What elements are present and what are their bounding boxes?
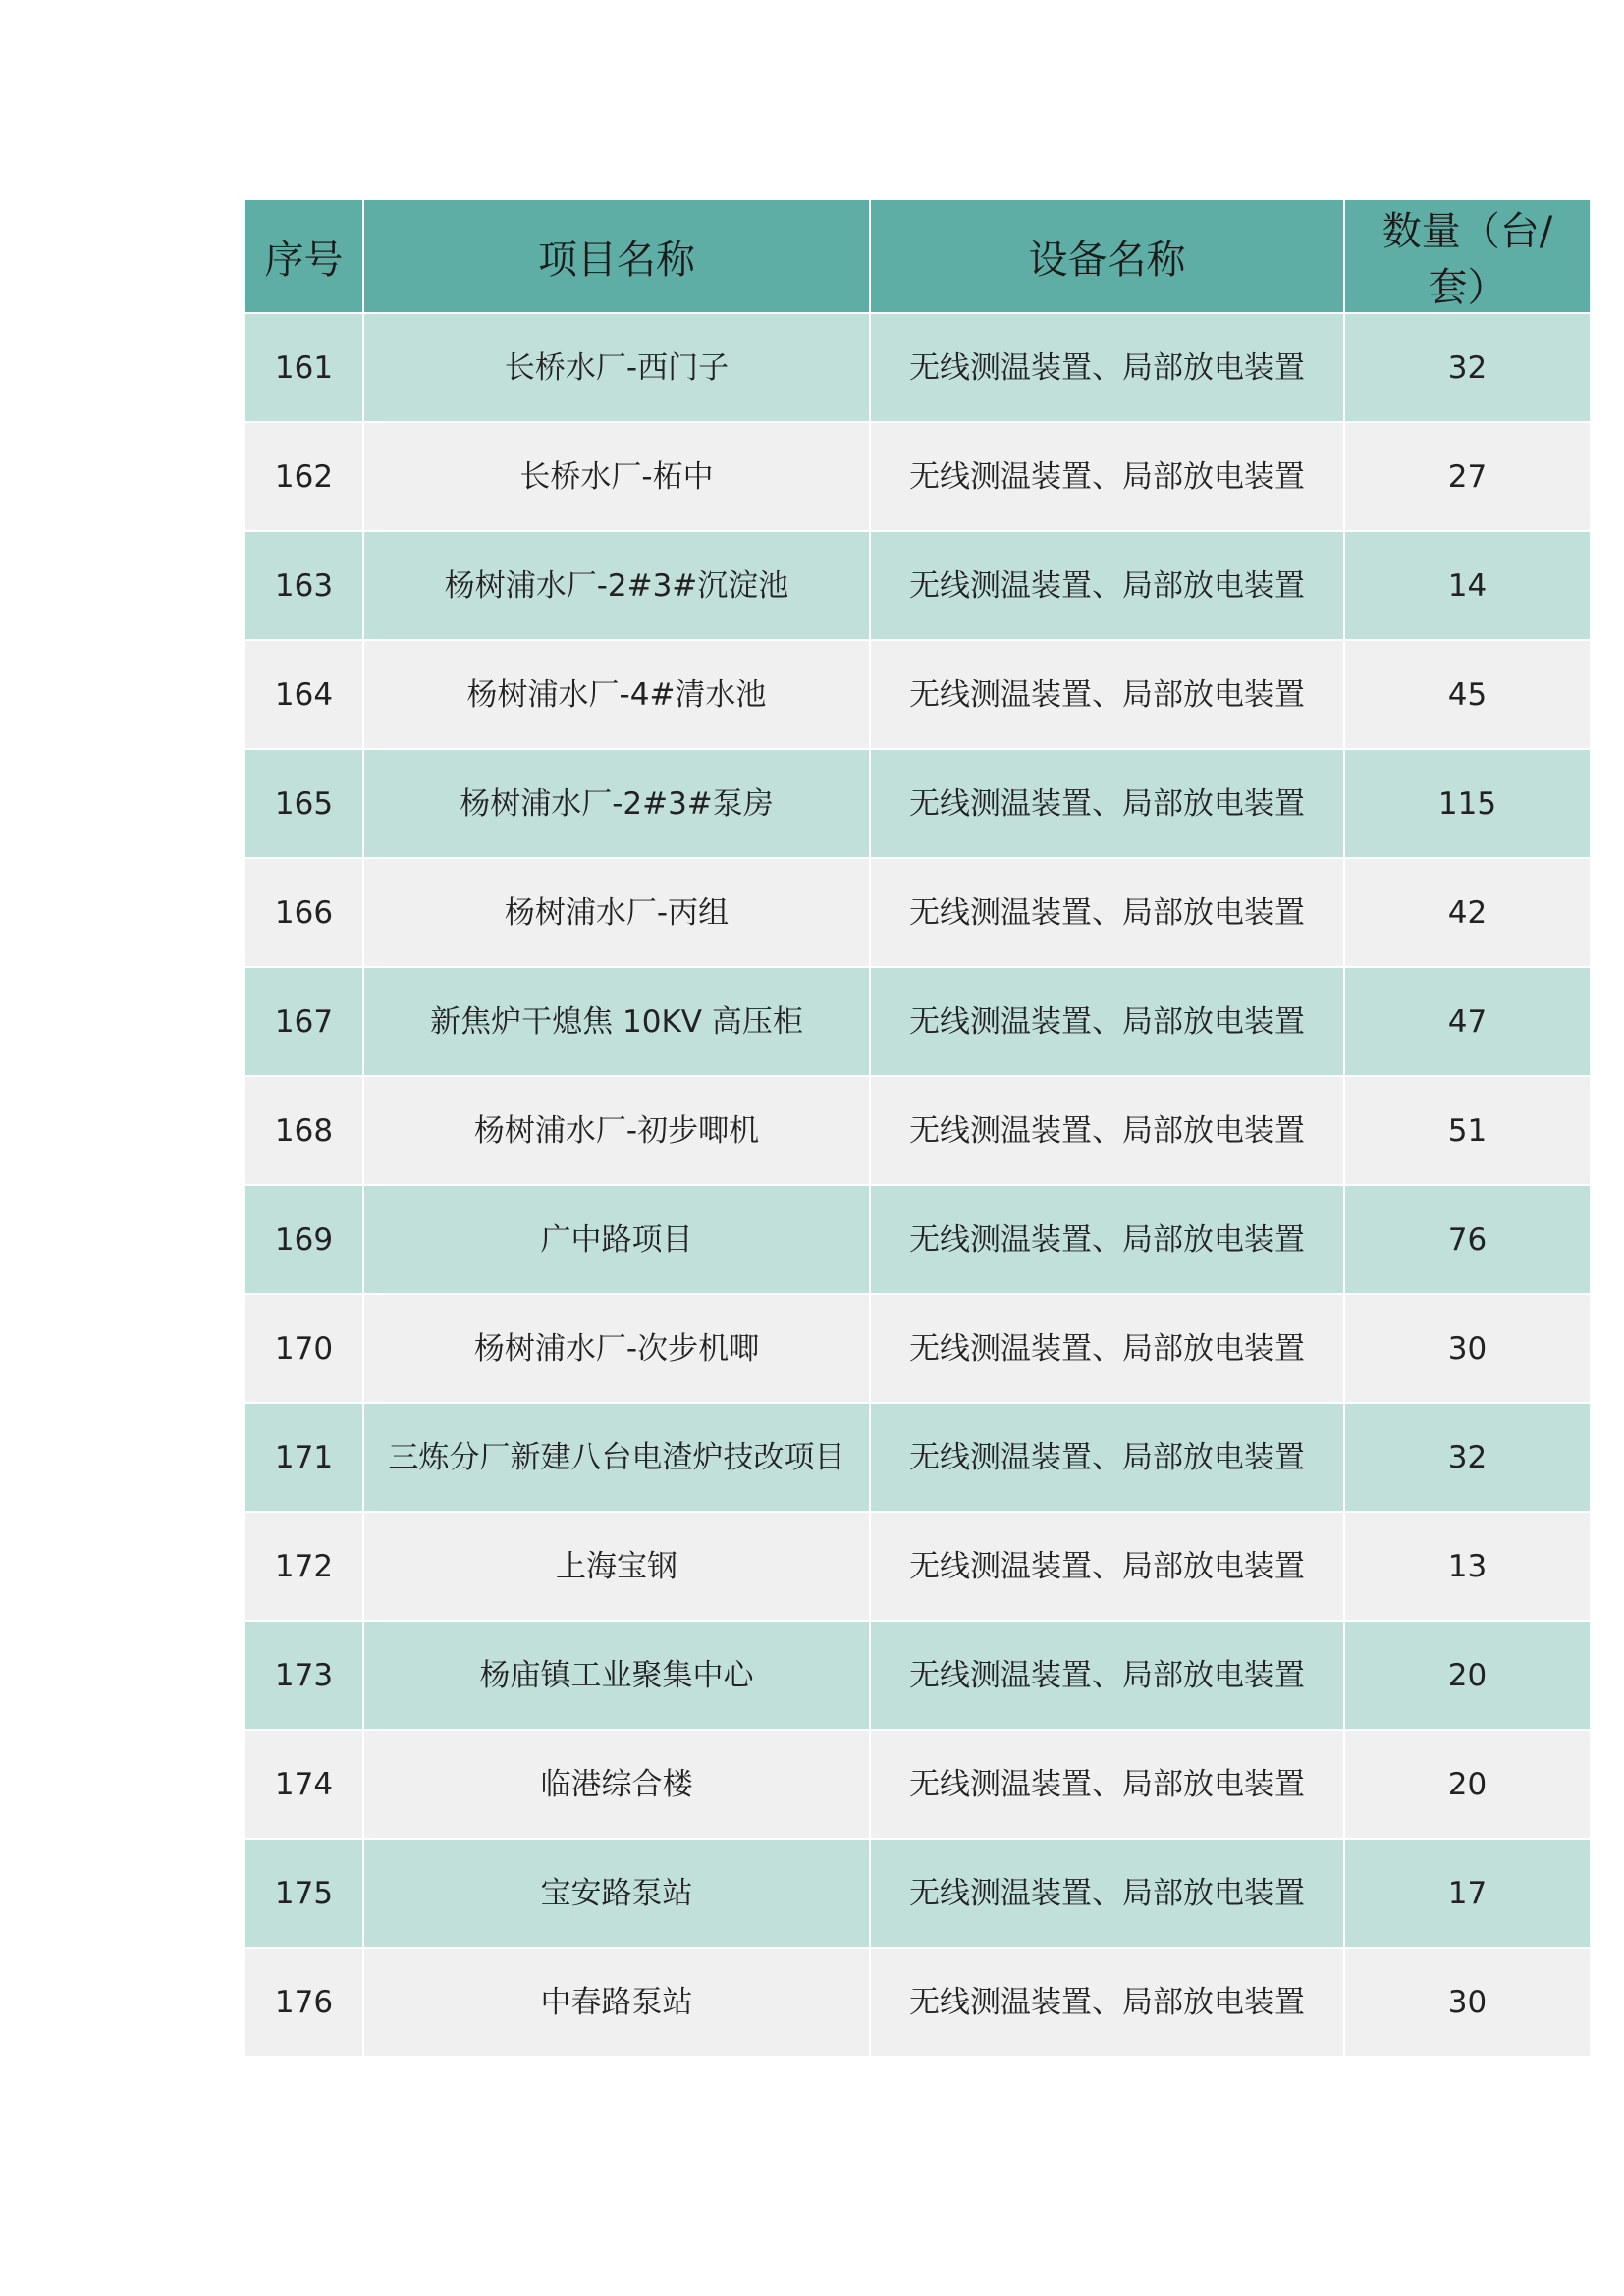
cell-serial-number: 166 [245,858,363,967]
table-row [245,967,1590,1076]
cell-serial-number: 170 [245,1294,363,1403]
cell-project-name: 临港综合楼 [363,1730,870,1839]
cell-device-name: 无线测温装置、局部放电装置 [870,313,1344,422]
cell-project-name: 杨树浦水厂-2#3#泵房 [363,749,870,858]
header-serial-number: 序号 [245,200,363,313]
cell-quantity: 20 [1344,1621,1590,1730]
table-row [245,1403,1590,1512]
cell-serial-number: 164 [245,640,363,749]
cell-quantity: 32 [1344,313,1590,422]
cell-project-name: 杨树浦水厂-丙组 [363,858,870,967]
cell-project-name: 杨树浦水厂-2#3#沉淀池 [363,531,870,640]
cell-device-name: 无线测温装置、局部放电装置 [870,640,1344,749]
cell-project-name: 杨树浦水厂-初步唧机 [363,1076,870,1185]
table-row [245,640,1590,749]
cell-serial-number: 168 [245,1076,363,1185]
header-project-name: 项目名称 [363,200,870,313]
cell-project-name: 中春路泵站 [363,1948,870,2056]
table-row [245,1076,1590,1185]
cell-serial-number: 167 [245,967,363,1076]
header-quantity: 数量（台/套） [1344,200,1590,313]
cell-device-name: 无线测温装置、局部放电装置 [870,531,1344,640]
cell-quantity: 30 [1344,1948,1590,2056]
cell-project-name: 杨庙镇工业聚集中心 [363,1621,870,1730]
cell-project-name: 三炼分厂新建八台电渣炉技改项目 [363,1403,870,1512]
cell-device-name: 无线测温装置、局部放电装置 [870,1839,1344,1948]
cell-serial-number: 171 [245,1403,363,1512]
cell-serial-number: 175 [245,1839,363,1948]
project-device-table [245,200,1590,2057]
cell-serial-number: 162 [245,422,363,531]
table-row [245,1185,1590,1294]
cell-quantity: 115 [1344,749,1590,858]
cell-device-name: 无线测温装置、局部放电装置 [870,1512,1344,1621]
cell-quantity: 76 [1344,1185,1590,1294]
cell-device-name: 无线测温装置、局部放电装置 [870,967,1344,1076]
table-row [245,422,1590,531]
cell-serial-number: 163 [245,531,363,640]
cell-project-name: 杨树浦水厂-次步机唧 [363,1294,870,1403]
cell-quantity: 17 [1344,1839,1590,1948]
cell-quantity: 30 [1344,1294,1590,1403]
cell-quantity: 42 [1344,858,1590,967]
cell-project-name: 宝安路泵站 [363,1839,870,1948]
table-header-row [245,200,1590,313]
cell-quantity: 14 [1344,531,1590,640]
cell-quantity: 20 [1344,1730,1590,1839]
cell-project-name: 长桥水厂-西门子 [363,313,870,422]
cell-device-name: 无线测温装置、局部放电装置 [870,1730,1344,1839]
cell-quantity: 27 [1344,422,1590,531]
cell-device-name: 无线测温装置、局部放电装置 [870,1076,1344,1185]
cell-serial-number: 169 [245,1185,363,1294]
cell-device-name: 无线测温装置、局部放电装置 [870,1294,1344,1403]
cell-quantity: 51 [1344,1076,1590,1185]
cell-project-name: 广中路项目 [363,1185,870,1294]
table-body [245,313,1590,2056]
cell-project-name: 新焦炉干熄焦 10KV 高压柜 [363,967,870,1076]
table-row [245,1621,1590,1730]
cell-quantity: 45 [1344,640,1590,749]
cell-device-name: 无线测温装置、局部放电装置 [870,1185,1344,1294]
cell-serial-number: 172 [245,1512,363,1621]
cell-quantity: 47 [1344,967,1590,1076]
cell-serial-number: 174 [245,1730,363,1839]
table-row [245,1948,1590,2056]
cell-device-name: 无线测温装置、局部放电装置 [870,422,1344,531]
table-row [245,531,1590,640]
table-row [245,1839,1590,1948]
cell-quantity: 32 [1344,1403,1590,1512]
cell-project-name: 上海宝钢 [363,1512,870,1621]
cell-quantity: 13 [1344,1512,1590,1621]
cell-serial-number: 176 [245,1948,363,2056]
cell-serial-number: 173 [245,1621,363,1730]
cell-serial-number: 165 [245,749,363,858]
cell-device-name: 无线测温装置、局部放电装置 [870,858,1344,967]
table-row [245,1294,1590,1403]
cell-device-name: 无线测温装置、局部放电装置 [870,749,1344,858]
table-row [245,858,1590,967]
table-row [245,1730,1590,1839]
cell-project-name: 长桥水厂-柘中 [363,422,870,531]
cell-device-name: 无线测温装置、局部放电装置 [870,1403,1344,1512]
cell-device-name: 无线测温装置、局部放电装置 [870,1621,1344,1730]
table-row [245,1512,1590,1621]
cell-device-name: 无线测温装置、局部放电装置 [870,1948,1344,2056]
header-device-name: 设备名称 [870,200,1344,313]
table-row [245,749,1590,858]
cell-serial-number: 161 [245,313,363,422]
cell-project-name: 杨树浦水厂-4#清水池 [363,640,870,749]
table-row [245,313,1590,422]
